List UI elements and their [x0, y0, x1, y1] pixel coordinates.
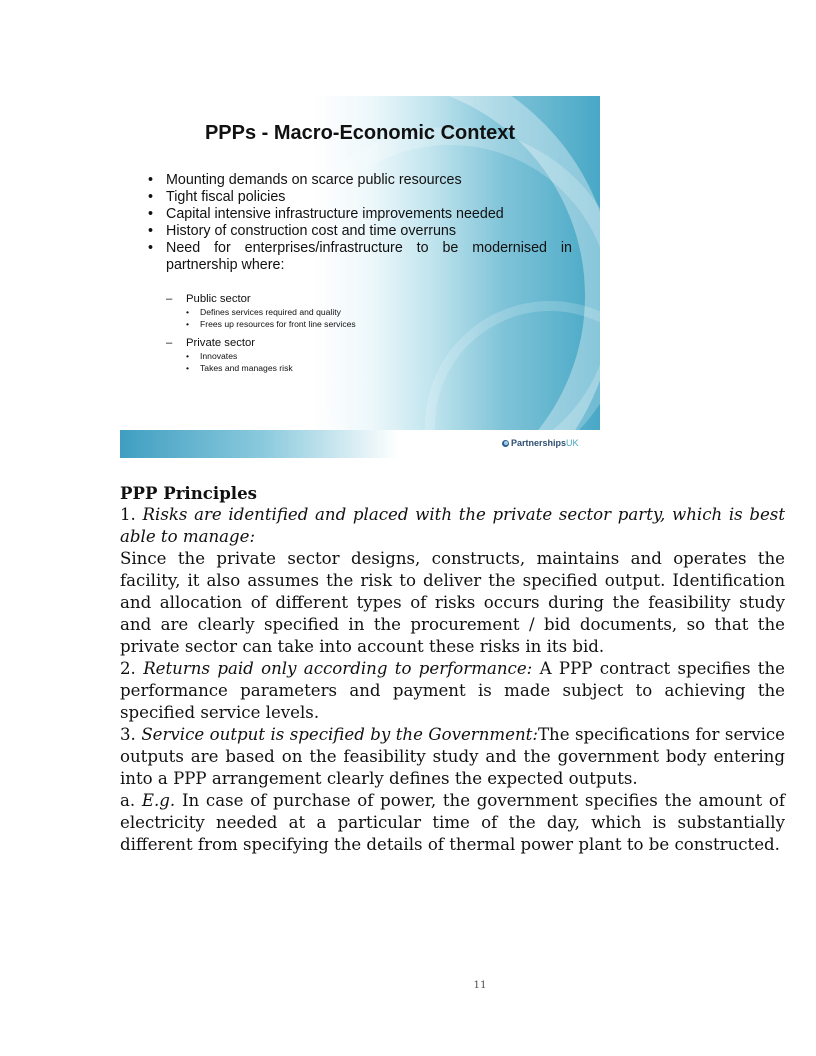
public-sector-item: • Frees up resources for front line services — [166, 318, 486, 330]
public-sector-section — [166, 293, 486, 330]
slide-bullet: • History of construction cost and time overruns — [146, 223, 572, 240]
principle-1-number: 1. — [120, 505, 136, 524]
private-sector-item: • Takes and manages risk — [166, 362, 486, 374]
principle-1-italic: Risks are identified and placed with the private sector party, which is best able to manage: — [120, 505, 785, 546]
private-sector-heading: – Private sector — [166, 337, 486, 350]
principle-3-body: The specifications for service outputs are based on the feasibility study and the government body entering into a PPP arrangement clearly defines the expected outputs. — [120, 725, 785, 788]
private-sector-list — [166, 350, 486, 374]
public-sector-list — [166, 306, 486, 330]
page-number: 11 — [473, 979, 487, 991]
slide-bullet: • Tight fiscal policies — [146, 189, 572, 206]
logo-mark-icon — [502, 440, 509, 447]
slide-bullet-list — [146, 172, 572, 274]
slide-bullet: • Capital intensive infrastructure improvements needed — [146, 206, 572, 223]
principle-1-title — [120, 504, 785, 548]
principle-1-body: Since the private sector designs, constructs, maintains and operates the facility, it also assumes the risk to deliver the specified output. Identification and allocation of different types of risks occurs during the feasibility study and are clearly specified in the procurement / bid documents, so that the private sector can take into account these risks in its bid. — [120, 549, 785, 656]
principle-3 — [120, 724, 785, 790]
principle-2-number: 2. — [120, 659, 136, 678]
section-heading: PPP Principles — [120, 483, 258, 503]
embedded-slide — [120, 96, 600, 458]
slide-title: PPPs - Macro-Economic Context — [204, 122, 516, 144]
example-a-body: In case of purchase of power, the government specifies the amount of electricity needed at a particular time of the day, which is substantially different from specifying the details of thermal power plant to be constructed. — [120, 791, 785, 854]
private-sector-section — [166, 337, 486, 374]
slide-bullet: • Need for enterprises/infrastructure to be modernised in partnership where: — [146, 240, 572, 274]
public-sector-item: • Defines services required and quality — [166, 306, 486, 318]
logo-suffix: UK — [566, 438, 579, 448]
document-body — [120, 482, 785, 856]
principle-3-number: 3. — [120, 725, 136, 744]
principle-2-body: A PPP contract specifies the performance parameters and payment is made subject to achieving the specified service levels. — [120, 659, 785, 722]
partnerships-uk-logo — [502, 438, 579, 448]
principle-2 — [120, 658, 785, 724]
example-a-italic: E.g. — [141, 791, 176, 810]
example-a-prefix: a. — [120, 791, 136, 810]
logo-name: Partnerships — [511, 438, 567, 448]
principle-2-italic: Returns paid only according to performance: — [143, 659, 533, 678]
slide-bullet: • Mounting demands on scarce public resources — [146, 172, 572, 189]
principle-3-italic: Service output is specified by the Government: — [141, 725, 538, 744]
private-sector-item: • Innovates — [166, 350, 486, 362]
public-sector-heading: – Public sector — [166, 293, 486, 306]
example-a — [120, 790, 785, 856]
